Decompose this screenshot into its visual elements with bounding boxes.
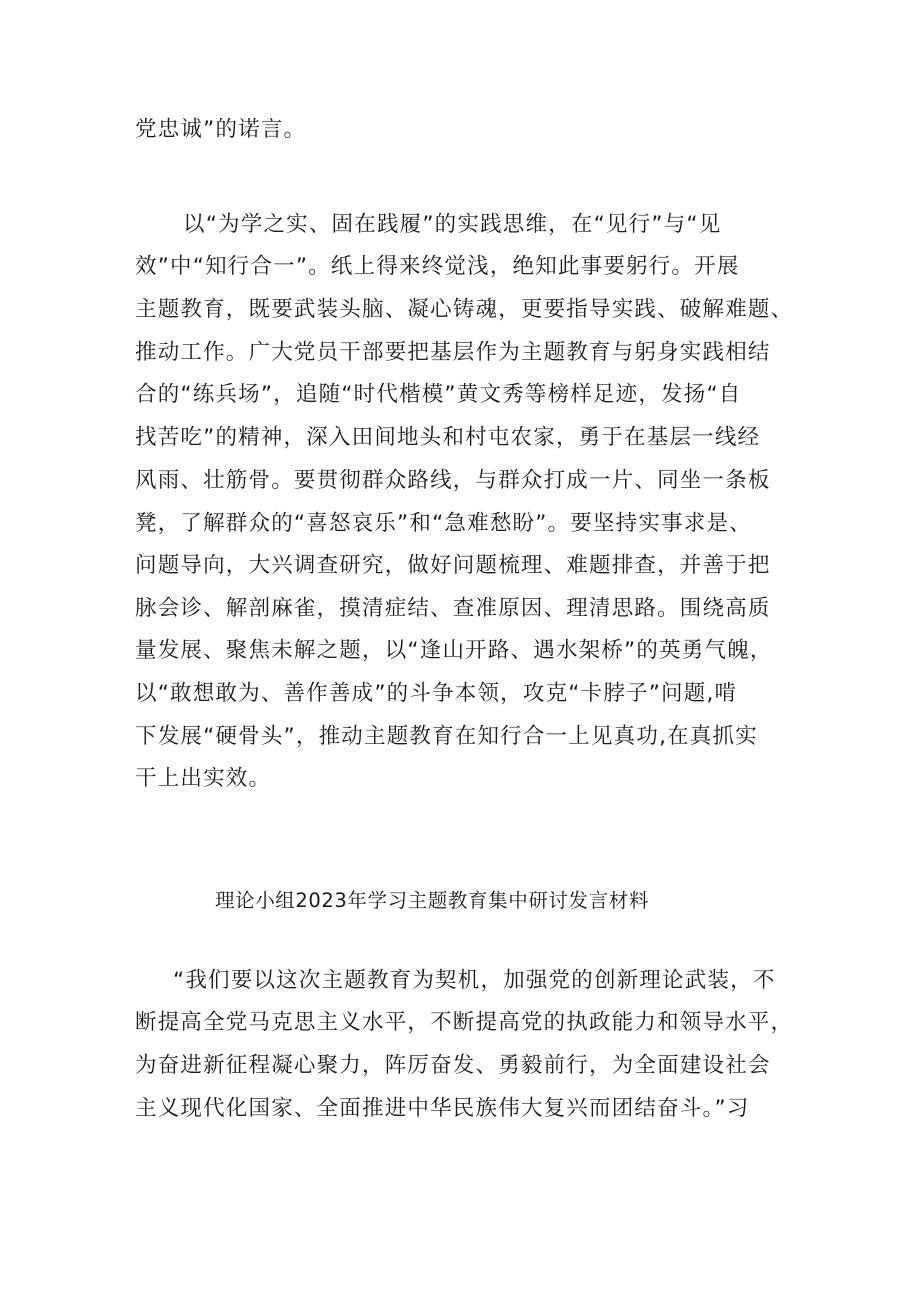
paragraph-line: 问题导向，大兴调查研究，做好问题梳理、难题排查，并善于把: [135, 553, 771, 578]
paragraph-line: 合的“练兵场”，追随“时代楷模”黄文秀等榜样足迹，发扬“自: [135, 382, 742, 407]
paragraph-line: 脉会诊、解剖麻雀，摸清症结、查准原因、理清思路。围绕高质: [135, 596, 771, 621]
paragraph-line: 推动工作。广大党员干部要把基层作为主题教育与躬身实践相结: [135, 340, 771, 365]
paragraph-line: 效”中“知行合一”。纸上得来终觉浅，绝知此事要躬行。开展: [135, 254, 740, 279]
paragraph-line: 以“敢想敢为、善作善成”的斗争本领，攻克“卡脖子”问题,啃: [135, 681, 738, 706]
paragraph-line: 以“为学之实、固在践履”的实践思维，在“见行”与“见: [183, 212, 722, 237]
paragraph-line: 干上出实效。: [135, 766, 272, 791]
paragraph-line: 主题教育，既要武装头脑、凝心铸魂，更要指导实践、破解难题、: [135, 297, 794, 322]
paragraph-line: 凳，了解群众的“喜怒哀乐”和“急难愁盼”。要坚持实事求是、: [135, 511, 752, 536]
paragraph-line: 风雨、壮筋骨。要贯彻群众路线，与群众打成一片、同坐一条板: [135, 468, 771, 493]
section-title: 理论小组2023年学习主题教育集中研讨发言材料: [215, 889, 649, 912]
paragraph-line: 断提高全党马克思主义水平，不断提高党的执政能力和领导水平，: [135, 1010, 794, 1035]
paragraph-line: “我们要以这次主题教育为契机，加强党的创新理论武装，不: [173, 968, 776, 993]
paragraph-line: 主义现代化国家、全面推进中华民族伟大复兴而团结奋斗。”习: [135, 1096, 750, 1121]
paragraph-line: 下发展“硬骨头”，推动主题教育在知行合一上见真功,在真抓实: [135, 724, 758, 749]
paragraph-line: 党忠诚”的诺言。: [135, 117, 307, 142]
paragraph-line: 为奋进新征程凝心聚力，阵厉奋发、勇毅前行，为全面建设社会: [135, 1053, 771, 1078]
paragraph-line: 量发展、聚焦未解之题，以“逢山开路、遇水架桥”的英勇气魄，: [135, 638, 773, 663]
paragraph-line: 找苦吃”的精神，深入田间地头和村屯农家，勇于在基层一线经: [135, 425, 761, 450]
